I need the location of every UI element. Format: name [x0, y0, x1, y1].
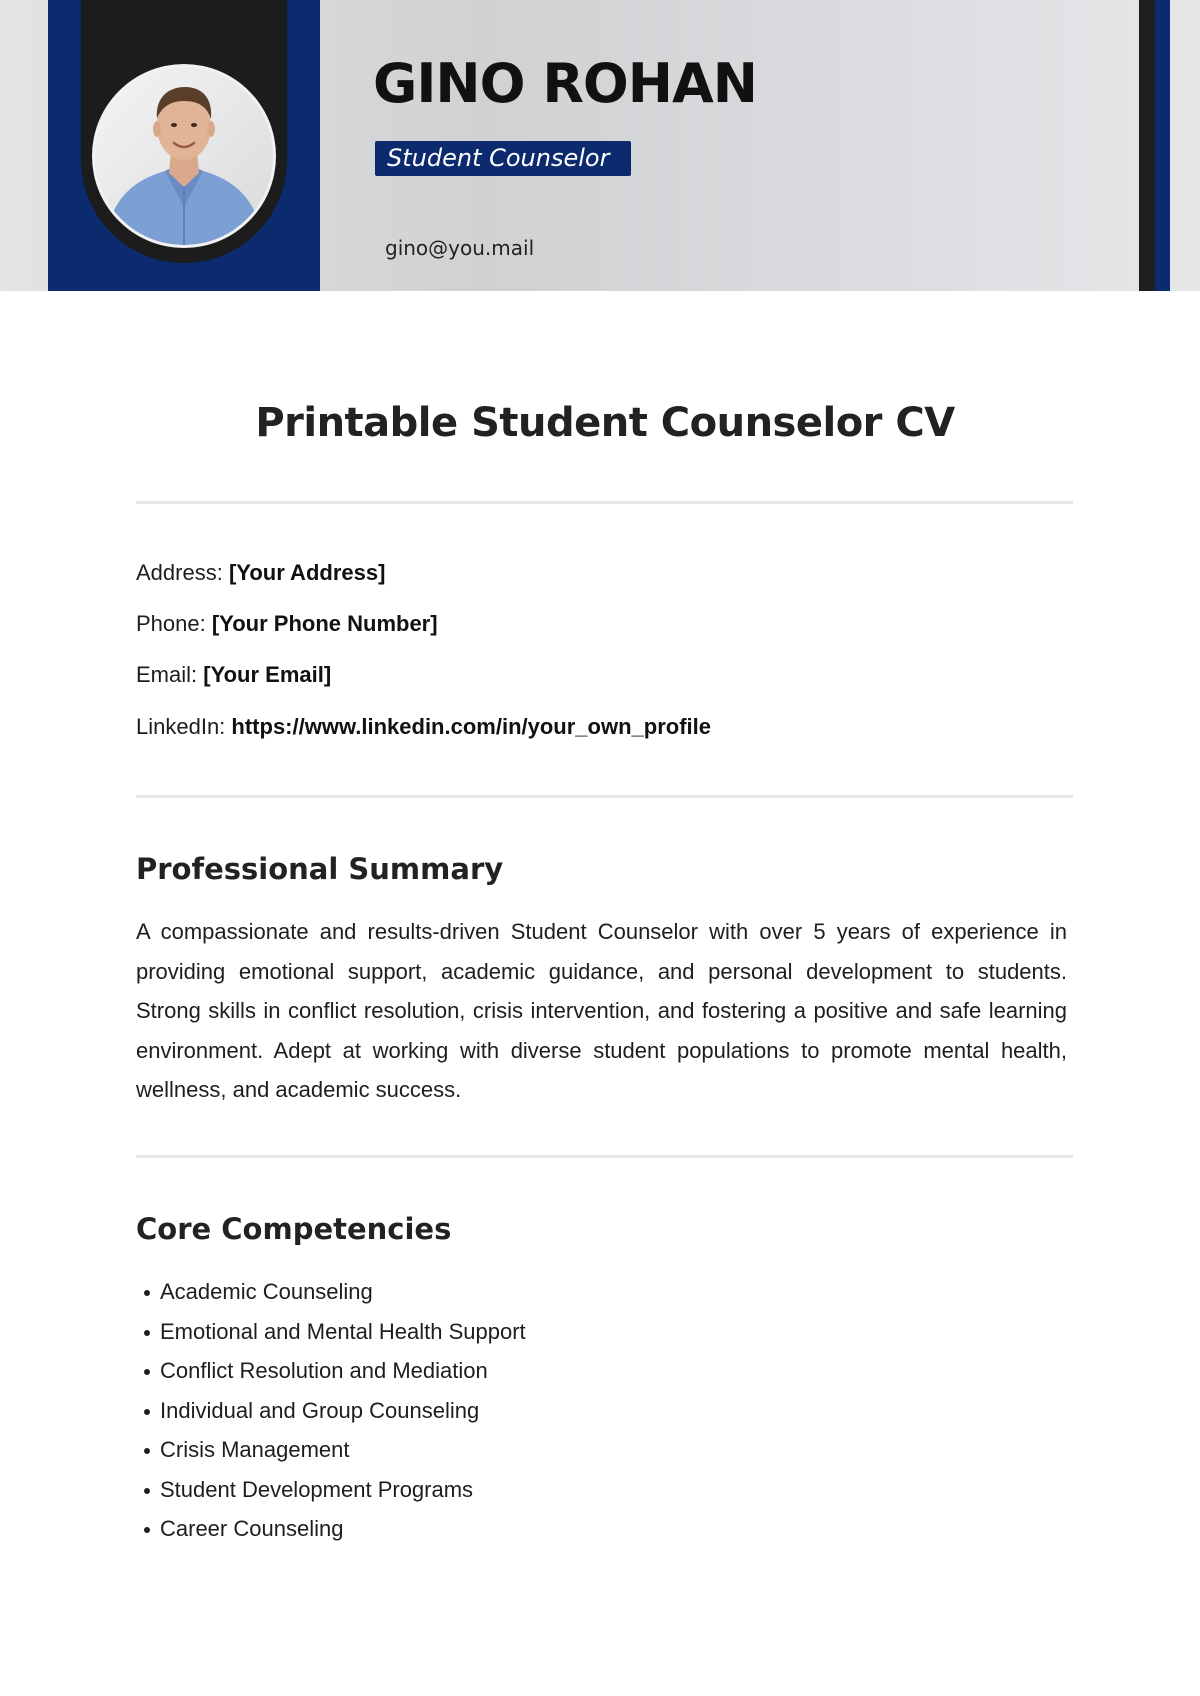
competencies-list	[136, 1272, 526, 1549]
list-item: Conflict Resolution and Mediation	[136, 1351, 526, 1391]
header-right-bar-dark	[1139, 0, 1155, 291]
email-label: Email:	[136, 662, 198, 687]
profile-photo-icon	[95, 67, 273, 245]
divider	[136, 501, 1073, 504]
address-label: Address:	[136, 560, 223, 585]
phone-label: Phone:	[136, 611, 206, 636]
document-title: Printable Student Counselor CV	[255, 400, 955, 446]
linkedin-label: LinkedIn:	[136, 714, 226, 739]
summary-heading: Professional Summary	[136, 852, 504, 886]
list-item: Emotional and Mental Health Support	[136, 1312, 526, 1352]
divider	[136, 1155, 1073, 1158]
list-item: Academic Counseling	[136, 1272, 526, 1312]
competencies-heading: Core Competencies	[136, 1212, 452, 1246]
header-right-bar-blue	[1155, 0, 1170, 291]
header-band	[0, 0, 1200, 291]
divider	[136, 795, 1073, 798]
linkedin-link[interactable]: https://www.linkedin.com/in/your_own_profile	[231, 714, 711, 739]
address-value: [Your Address]	[228, 560, 386, 585]
header-email: gino@you.mail	[385, 236, 535, 260]
phone-value: [Your Phone Number]	[211, 611, 438, 636]
candidate-name: GINO ROHAN	[373, 52, 757, 115]
role-badge: Student Counselor	[375, 141, 631, 176]
list-item: Career Counseling	[136, 1509, 526, 1549]
summary-text: A compassionate and results-driven Student Counselor with over 5 years of experience in providing emotional support, academic guidance, and personal development to students. Strong skills in conflict resolution, crisis intervention, and fostering a positive and safe learning environment. Adept at working with diverse student populations to promote mental health, wellness, and academic success.	[136, 919, 1067, 1102]
contact-address	[136, 560, 385, 586]
list-item: Individual and Group Counseling	[136, 1391, 526, 1431]
contact-email	[136, 662, 331, 688]
avatar	[95, 67, 273, 245]
contact-linkedin	[136, 714, 711, 740]
contact-phone	[136, 611, 438, 637]
list-item: Crisis Management	[136, 1430, 526, 1470]
list-item: Student Development Programs	[136, 1470, 526, 1510]
email-value: [Your Email]	[203, 662, 332, 687]
